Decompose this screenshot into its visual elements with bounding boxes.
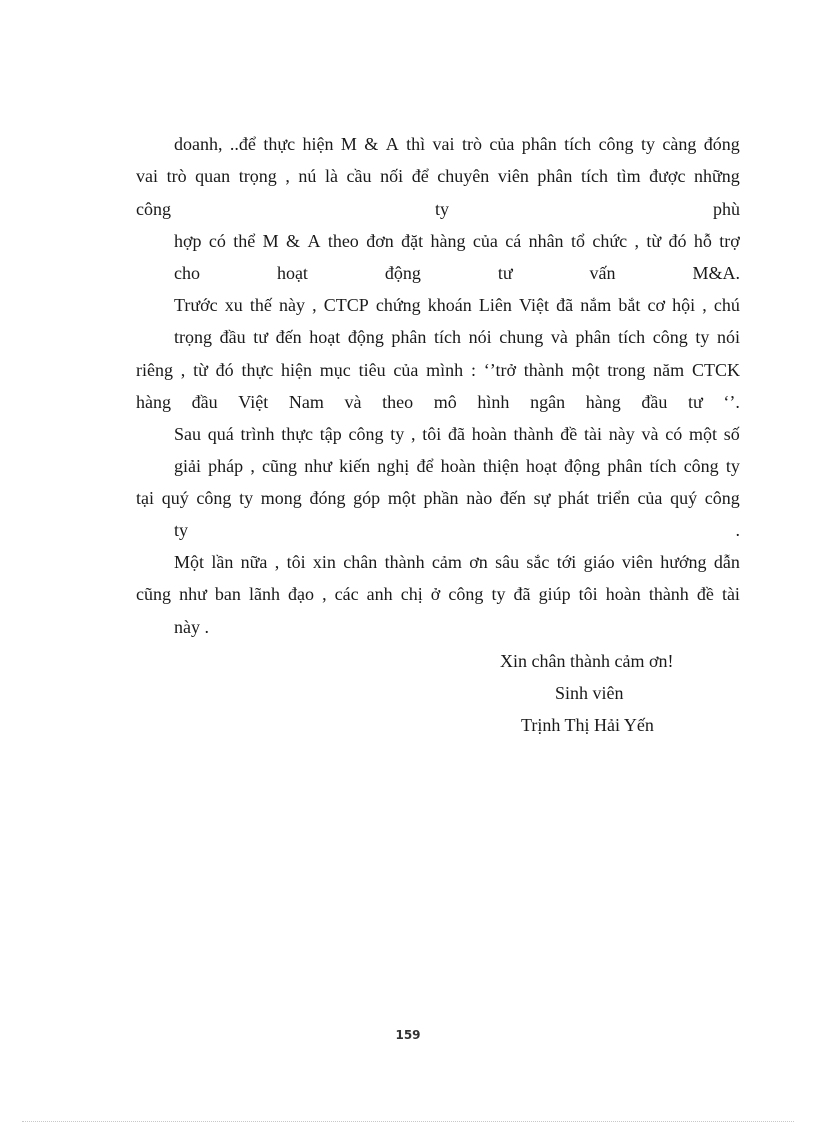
body-word: và [344,392,362,412]
body-word: phân [575,327,611,347]
body-word: tổ [570,231,585,251]
body-word: hoạt [276,263,308,283]
body-word: một [689,424,718,444]
body-word: cho [174,263,200,283]
body-word: tư [497,263,513,283]
body-word: một [571,360,600,380]
body-word: để [416,456,434,476]
body-word: đã [556,295,574,315]
body-word: thế [249,295,272,315]
body-word: tôi [422,424,442,444]
body-word: hàng [430,231,466,251]
body-word: , [180,360,186,380]
body-word: theo [382,392,414,412]
body-word: CTCP [323,295,369,315]
body-word: của [393,360,419,380]
body-word: & [364,134,379,154]
body-word: M [262,231,279,251]
body-word: tìm [616,166,641,186]
body-word: Một [174,552,205,572]
body-word: sự [533,488,551,508]
body-word: kiến [339,456,371,476]
body-word: hoạt [309,327,341,347]
body-word: xin [312,552,336,572]
body-word: cũng [262,456,298,476]
body-word: , [322,584,327,604]
body-word: công [704,488,740,508]
body-word: công [348,424,384,444]
body-word: có [208,231,226,251]
body-word: phân [391,327,427,347]
body-line [136,197,740,221]
body-word: đã [448,424,466,444]
body-word: quá [207,424,234,444]
body-word: , [274,552,280,572]
body-word: từ [193,360,208,380]
body-word: động [564,456,601,476]
body-word: cơ [647,295,665,315]
body-word: quý [161,488,189,508]
body-word: tập [319,424,342,444]
body-word: phát [558,488,590,508]
body-word: đầu [191,392,218,412]
body-word: được [649,166,686,186]
body-word: phù [712,199,740,219]
body-word: trọng [174,327,212,347]
body-word: ơn [469,552,488,572]
body-word: và [550,327,568,347]
body-word: hoàn [605,584,641,604]
body-word: , [411,424,416,444]
body-word: ty [174,520,189,540]
body-word: M [340,134,357,154]
body-word: tài [584,424,603,444]
body-word: . [735,520,740,540]
body-word: đề [696,584,714,604]
body-word: nú [298,166,317,186]
body-word: công [448,584,484,604]
body-word: đóng [703,134,740,154]
body-word: một [387,488,416,508]
closing-text: Xin chân thành cảm ơn! [500,651,674,671]
body-word: & [286,231,301,251]
body-word: Việt [238,392,269,412]
body-word: vai [432,134,455,154]
body-word: lãnh [248,584,280,604]
body-word: vai [136,166,158,186]
body-word: Liên [478,295,512,315]
body-word: phân [537,166,573,186]
body-word: đó [668,231,687,251]
body-word: nắm [580,295,612,315]
body-word: tiêu [358,360,386,380]
body-word: ..để [229,134,256,154]
body-word: và [641,424,659,444]
body-word: nhân [528,231,564,251]
body-word: hội [672,295,696,315]
body-word: tôi [578,584,598,604]
body-word: đặt [401,231,424,251]
body-word: giải [174,456,201,476]
body-word: tích [649,456,677,476]
body-word: trò [461,134,482,154]
body-word: ‘’trở [483,360,516,380]
body-line [136,582,740,606]
body-word: hiện [302,134,334,154]
body-word: ở [430,584,441,604]
body-word: hoàn [440,456,476,476]
body-word: ban [214,584,241,604]
body-word: đầu [641,392,668,412]
body-word: công [196,488,232,508]
role-text: Sinh viên [555,683,624,703]
body-word: tư [253,327,268,347]
body-word: sắc [526,552,550,572]
body-word: riêng [136,360,173,380]
body-word: mong [260,488,302,508]
body-word: tích [564,134,592,154]
body-word: đã [513,584,531,604]
body-word: công [652,327,688,347]
body-word: quý [670,488,698,508]
body-word: doanh, [174,134,223,154]
body-word: từ [646,231,662,251]
body-word: phần [423,488,459,508]
body-word: là [324,166,338,186]
body-line [174,454,740,478]
body-word: chứng [375,295,421,315]
body-line: này . [174,617,209,637]
body-word: ty [725,456,740,476]
body-word: trình [240,424,275,444]
body-word: thiện [482,456,519,476]
body-word: khoán [427,295,472,315]
body-word: A [307,231,321,251]
body-word: để [411,166,429,186]
body-word: hỗ [693,231,712,251]
body-word: hoạt [526,456,557,476]
body-line [174,132,740,156]
body-word: ty [434,199,449,219]
body-word: tới [556,552,577,572]
body-word: ty [390,424,405,444]
body-word: sâu [495,552,520,572]
body-word: anh [366,584,393,604]
body-word: nói [468,327,492,347]
body-word: tư [688,392,703,412]
body-word: A [385,134,399,154]
body-word: nối [380,166,404,186]
body-word: , [250,456,255,476]
body-line [174,229,740,253]
body-word: Sau [174,424,201,444]
body-word: , [285,166,290,186]
body-word: số [723,424,740,444]
body-word: hàng [585,392,621,412]
body-word: cầu [346,166,372,186]
page-number: 159 [395,1028,421,1042]
body-word: đó [215,360,234,380]
body-word: đạo [288,584,315,604]
body-word: đến [275,327,302,347]
body-line [136,486,740,510]
body-word: trong [607,360,646,380]
body-word: càng [662,134,697,154]
body-word: Trước [174,295,218,315]
body-word: ‘’. [723,392,740,412]
body-word: hiện [280,360,312,380]
body-word: mô [433,392,457,412]
body-word: chú [713,295,740,315]
body-word: theo [327,231,359,251]
body-line [174,422,740,446]
body-word: tích [581,166,608,186]
body-word: cá [505,231,522,251]
body-word: quan [195,166,231,186]
body-word: những [694,166,740,186]
body-word: nào [466,488,493,508]
body-word: đến [499,488,526,508]
footer-divider [22,1121,794,1122]
body-word: đầu [219,327,246,347]
body-word: chị [400,584,423,604]
body-word: : [470,360,476,380]
body-word: của [637,488,663,508]
body-word: thể [233,231,256,251]
body-word: trợ [719,231,740,251]
body-word: thực [281,424,313,444]
body-word: thành [384,552,425,572]
body-word: tại [136,488,154,508]
body-word: M&A. [692,263,740,283]
body-word: cảm [431,552,462,572]
body-word: chung [499,327,544,347]
body-line [136,164,740,188]
body-word: như [179,584,207,604]
body-word: , [312,295,317,315]
body-word: như [304,456,332,476]
body-line [174,293,740,317]
body-word: dẫn [713,552,740,572]
body-word: phân [607,456,643,476]
body-word: , [634,231,639,251]
body-word: công [683,456,719,476]
body-word: ty [491,584,506,604]
body-word: mình [426,360,464,380]
body-word: triển [596,488,630,508]
body-word: tôi [286,552,306,572]
body-word: bắt [618,295,641,315]
body-word: tài [721,584,740,604]
body-word: thành [513,424,554,444]
body-word: tích [618,327,646,347]
body-word: năm [653,360,685,380]
body-word: tích [434,327,462,347]
body-line [136,358,740,382]
body-word: ty [239,488,254,508]
body-word: viên [497,166,529,186]
body-word: góp [353,488,381,508]
body-word: giúp [538,584,571,604]
body-word: pháp [208,456,244,476]
body-word: CTCK [691,360,740,380]
body-line [174,261,740,285]
body-word: có [665,424,683,444]
body-word: ty [640,134,655,154]
body-word: chân [343,552,378,572]
body-word: nữa [240,552,268,572]
body-word: cũng [136,584,171,604]
body-word: vấn [589,263,616,283]
body-word: động [384,263,421,283]
body-word: trọng [238,166,277,186]
body-word: đóng [309,488,346,508]
body-word: giáo [583,552,615,572]
body-word: hợp [174,231,202,251]
body-word: ngân [530,392,566,412]
body-word: Nam [288,392,324,412]
body-word: công [136,199,171,219]
author-name: Trịnh Thị Hải Yến [521,715,654,735]
body-word: hình [477,392,510,412]
body-word: chuyên [437,166,490,186]
body-line [174,550,740,574]
body-word: thì [406,134,426,154]
body-word: của [489,134,515,154]
body-word: trò [166,166,187,186]
body-word: viên [621,552,653,572]
body-word: phân [521,134,557,154]
body-word: của [472,231,498,251]
body-word: hàng [136,392,171,412]
body-word: hướng [660,552,707,572]
body-word: mục [319,360,351,380]
body-line [174,325,740,349]
body-word: động [347,327,384,347]
body-word: xu [224,295,243,315]
body-word: nói [716,327,740,347]
body-word: thành [523,360,564,380]
body-word: thành [648,584,689,604]
body-word: này [279,295,305,315]
body-word: ty [695,327,710,347]
body-word: thực [241,360,274,380]
body-word: chức [592,231,628,251]
body-word: Việt [519,295,549,315]
body-word: đề [560,424,578,444]
body-word: đơn [366,231,394,251]
body-word: lần [211,552,234,572]
body-word: các [334,584,359,604]
body-line [136,390,740,414]
body-word: này [608,424,635,444]
body-word: hoàn [471,424,507,444]
body-line [174,518,740,542]
body-word: nghị [377,456,410,476]
body-word: công [598,134,634,154]
body-word: thực [263,134,296,154]
body-word: , [702,295,707,315]
